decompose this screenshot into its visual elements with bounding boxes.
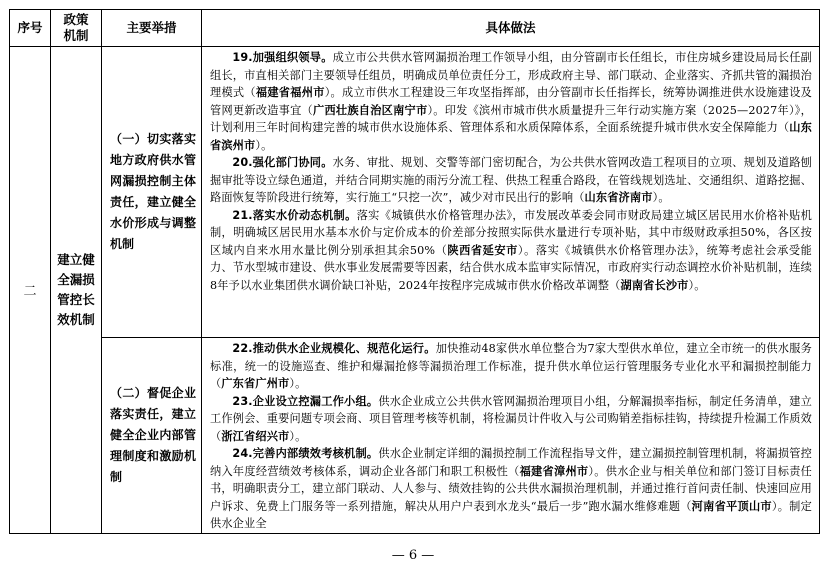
location-tag: 湖南省长沙市 <box>620 278 689 292</box>
practice-item <box>210 49 812 154</box>
location-tag: 广东省广州市 <box>221 377 290 390</box>
table-row <box>10 338 820 534</box>
practice-item <box>210 207 812 295</box>
measure-label: （二）督促企业落实责任，建立健全企业内部管理制度和激励机制 <box>102 338 202 534</box>
policy-mechanism: 建立健全漏损管控长效机制 <box>51 47 102 534</box>
location-tag: 山东省滨州市 <box>210 121 812 152</box>
practice-text: ）。 <box>688 278 706 292</box>
practice-text: ）。 <box>289 429 307 443</box>
row-number: 二 <box>10 47 51 534</box>
practice-text: ）。 <box>289 377 307 390</box>
practice-text: 加快推动48家供水单位整合为7家大型供水单位，建立全市统一的供水服务标准，统一的设施巡查、维护和爆漏抢修等漏损治理工作标准，提升供水单位运行管理服务专业化水平和漏损控制能力（ <box>210 342 812 390</box>
practice-item <box>210 340 812 393</box>
practice-text: ）。 <box>652 191 670 204</box>
practice-text: 成立市公共供水管网漏损治理工作领导小组，由分管副市长任组长，市住房城乡建设局局长任副组长，市直相关部门主要领导任组员，明确成员单位责任分工，形成政府主导、部门联动、企业落实、齐抓共管的漏损治理模式（ <box>210 51 812 99</box>
practice-text: 供水企业成立公共供水管网漏损治理项目小组，分解漏损率指标，制定任务清单，建立工作例会、重要问题专项会商、项目管理考核等机制，将检漏员计件收入与公司购销差指标挂钩，持续提升检漏工作质效（ <box>210 394 813 443</box>
practice-text: 水务、审批、规划、交警等部门密切配合，为公共供水管网改造工程项目的立项、规划及道路刨掘审批等设立绿色通道，并结合同期实施的雨污分流工程、供热工程重合路段，在管线规划选址、交通组织、道路挖掘、路面恢复等阶段进行统筹，实行施工“只挖一次”，减少对市民出行的影响（ <box>210 156 812 204</box>
practice-item-title: 21.落实水价动态机制。 <box>232 208 357 222</box>
practice-item-title: 19.加强组织领导。 <box>232 51 333 64</box>
location-tag: 福建省福州市 <box>255 86 325 99</box>
practice-item-title: 22.推动供水企业规模化、规范化运行。 <box>232 342 436 355</box>
measure-label: （一）切实落实地方政府供水管网漏损控制主体责任，建立健全水价形成与调整机制 <box>102 47 202 338</box>
header-row <box>10 10 820 47</box>
header-measure: 主要举措 <box>102 10 202 47</box>
practice-text: ）。落实《城镇供水价格管理办法》，统筹考虑社会承受能力、节水型城市建设、供水事业发展需要等因素，结合供水成本监审实际情况，市政府实行动态调控水价补贴机制，连续8年予以水业集团供水调价缺口补贴，2024年按程序完成城市供水价格改革调整（ <box>210 243 812 292</box>
practice-text: 供水企业制定详细的漏损控制工作流程指导文件，建立漏损控制管理机制，将漏损管控纳入年度经营绩效考核体系，调动企业各部门和职工积极性（ <box>210 447 813 478</box>
practice-text: 落实《城镇供水价格管理办法》，市发展改革委会同市财政局建立城区居民用水价格补贴机制，明确城区居民用水基本水价与定价成本的价差部分按照实际供水量进行专项补贴，其中市级财政承担50%，各区按区域内自来水用水量比例分别承担其余50%（ <box>210 208 813 257</box>
location-tag: 广西壮族自治区南宁市 <box>313 103 428 117</box>
practice-item <box>210 445 812 533</box>
location-tag: 山东省济南市 <box>584 191 653 204</box>
practice-item-title: 23.企业设立控漏工作小组。 <box>232 394 379 408</box>
practice-item-title: 24.完善内部绩效考核机制。 <box>232 447 379 460</box>
practice-item <box>210 393 812 446</box>
location-tag: 河南省平顶山市 <box>691 499 772 513</box>
practice-text: ）。印发《滨州市城市供水质量提升三年行动实施方案（2025—2027年）》，计划利用三年时间构建完善的城市供水设施体系、管理体系和水质保障体系，全面系统提升城市供水安全保障能力（ <box>210 103 812 134</box>
policy-table <box>9 9 820 534</box>
location-tag: 浙江省绍兴市 <box>221 429 290 443</box>
practice-text: ）。制定供水企业全 <box>210 499 812 530</box>
practice-text: ）。 <box>255 138 273 152</box>
page-number: — 6 — <box>391 548 435 563</box>
location-tag: 陕西省延安市 <box>447 243 518 257</box>
practice-text: ）。成立市供水工程建设三年攻坚指挥部，由分管副市长任指挥长，统筹协调推进供水设施建设及管网更新改造事宜（ <box>210 86 813 117</box>
practice-text: ）。供水企业与相关单位和部门签订目标责任书，明确职责分工，建立部门联动、人人参与、绩效挂钩的公共供水漏损治理机制，并通过推行首问责任制、快速回应用户诉求、免费上门服务等一系列措施，解决从用户户表到水龙头“最后一步”跑水漏水维修难题（ <box>210 464 813 513</box>
header-policy: 政策 机制 <box>51 10 102 47</box>
header-practice: 具体做法 <box>202 10 820 47</box>
table-row <box>10 47 820 338</box>
practice-item <box>210 154 812 207</box>
practice-cell <box>202 338 820 534</box>
location-tag: 福建省漳州市 <box>519 464 589 478</box>
header-seq: 序号 <box>10 10 51 47</box>
practice-item-title: 20.强化部门协同。 <box>232 156 333 169</box>
practice-cell <box>202 47 820 338</box>
